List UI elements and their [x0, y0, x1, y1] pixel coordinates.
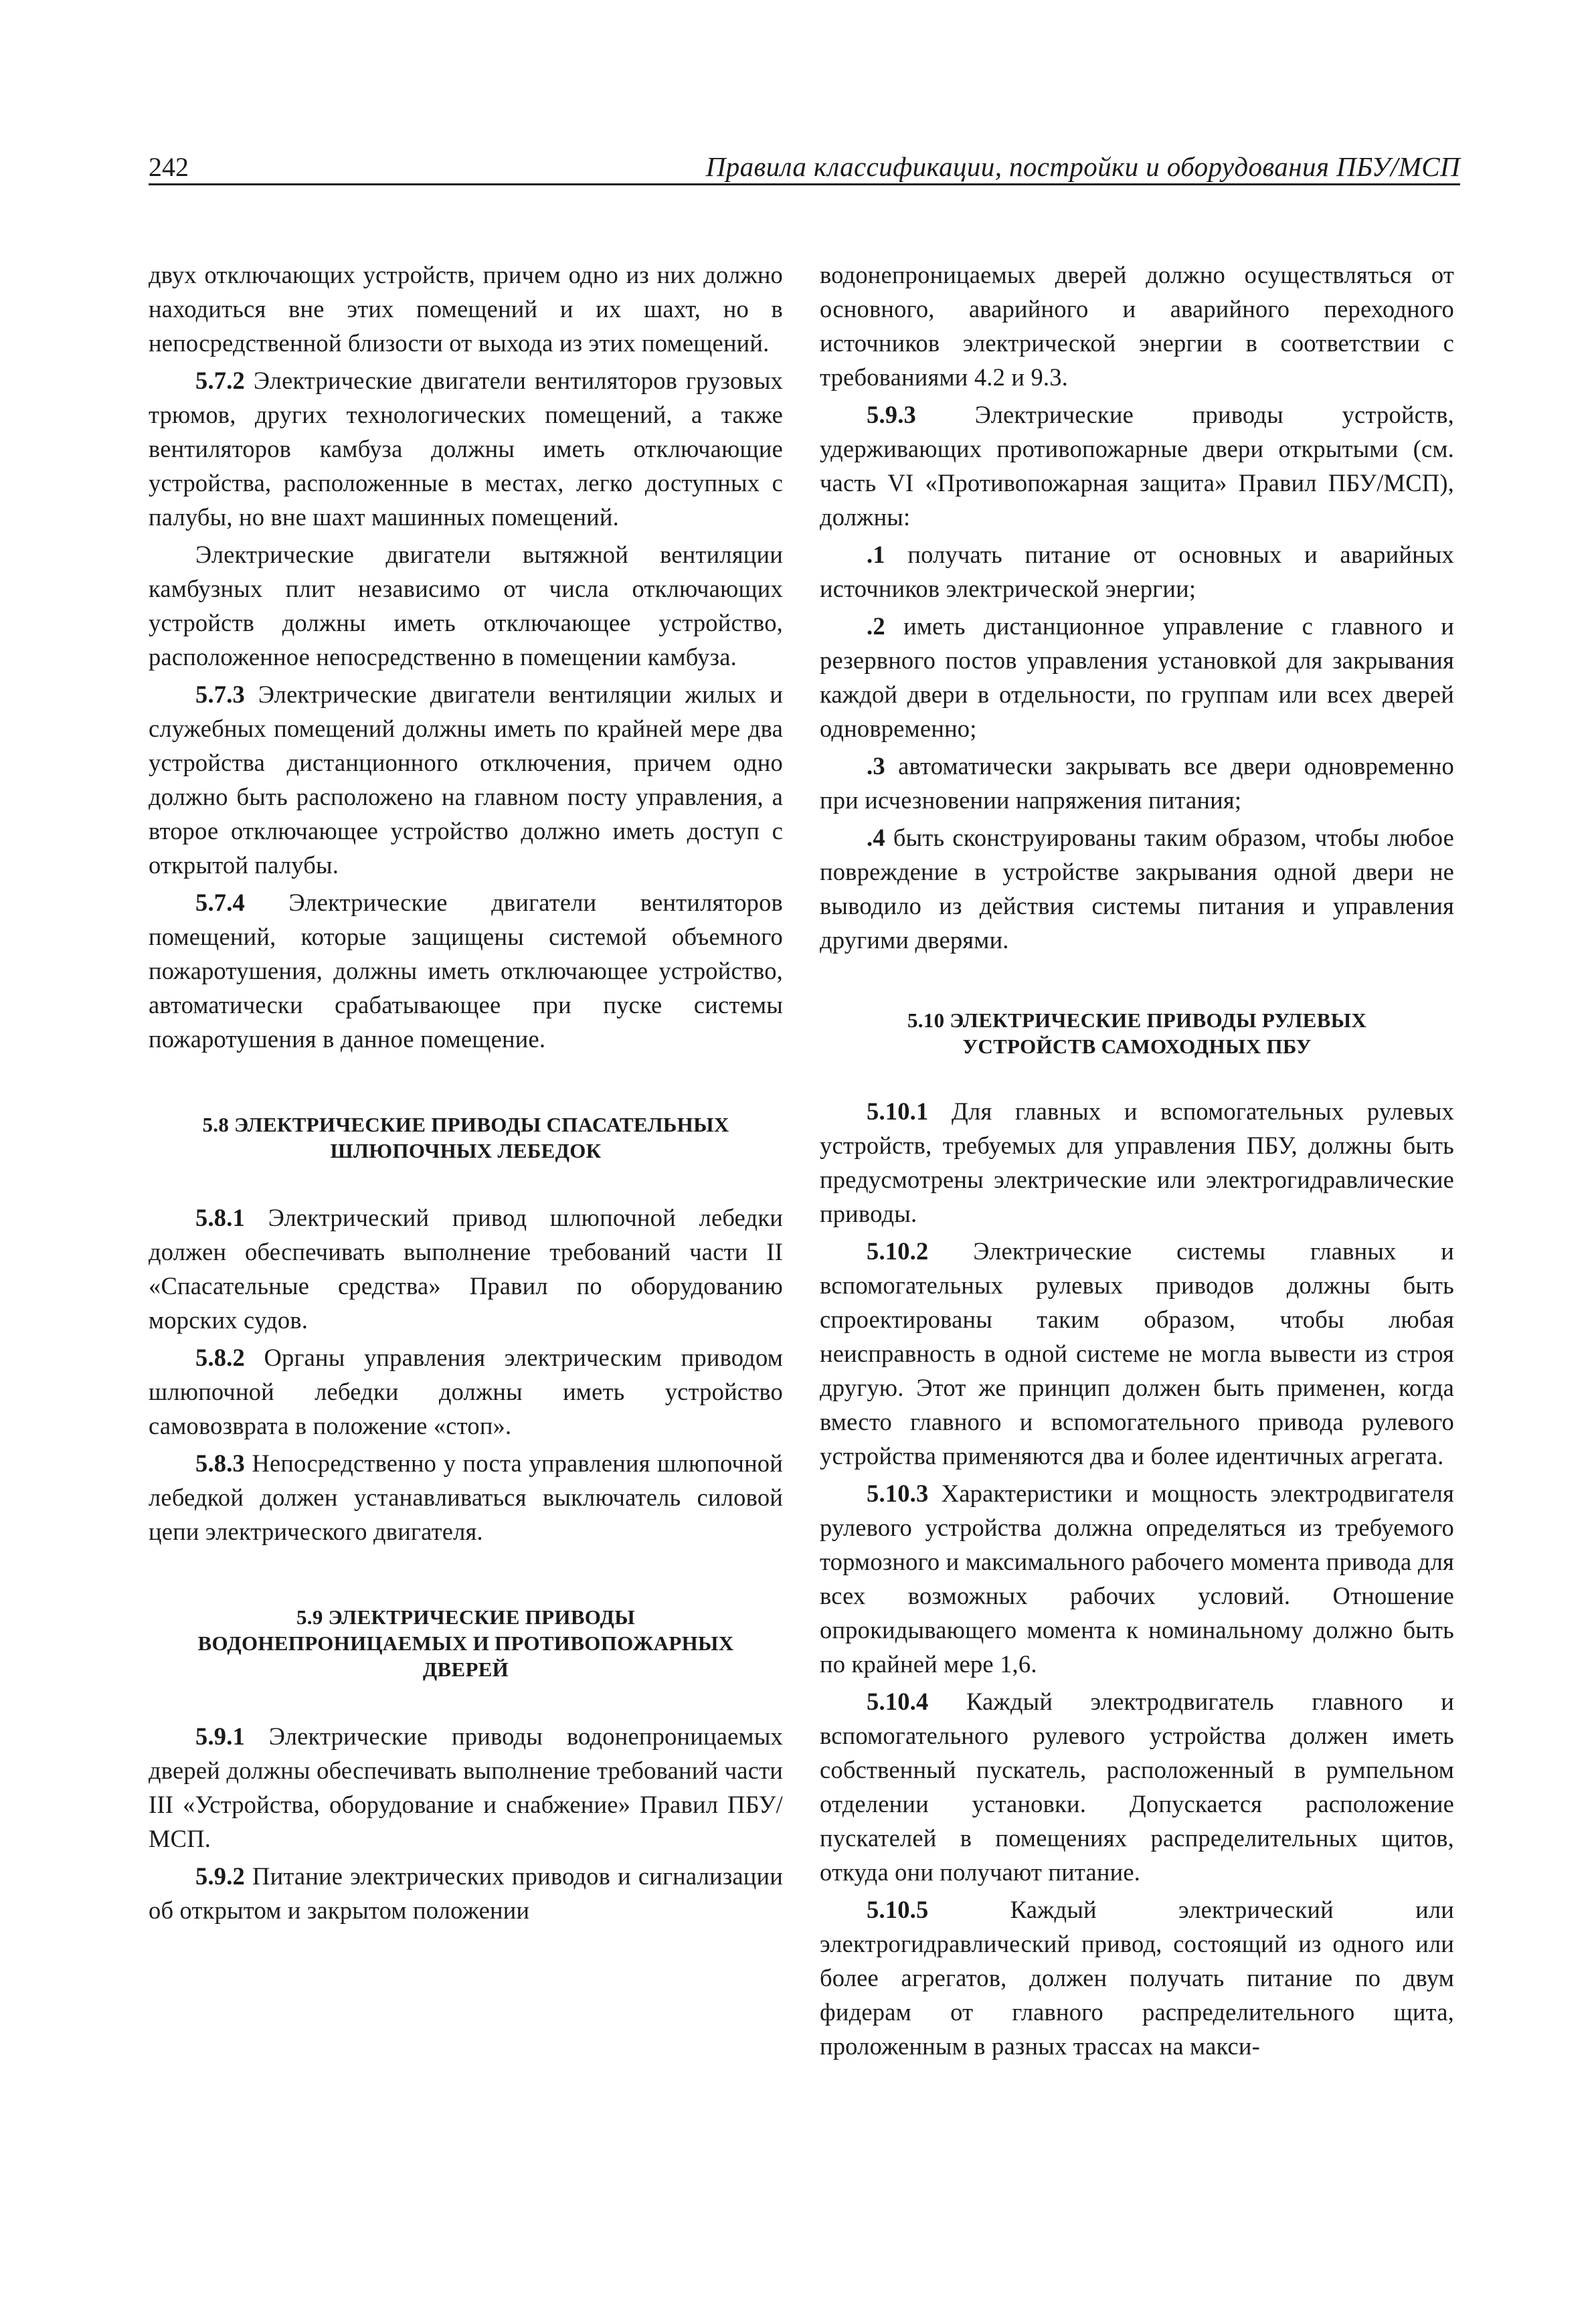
item-number: .3: [867, 752, 885, 780]
heading-line: УСТРОЙСТВ САМОХОДНЫХ ПБУ: [962, 1035, 1312, 1058]
paragraph-5-9-3: [820, 397, 1454, 534]
section-heading-5-9: [149, 1604, 783, 1682]
paragraph-5-8-3: [149, 1446, 783, 1549]
page-number: 242: [149, 152, 189, 182]
clause-text: Каждый электрический или электрогидравлический привод, состоящий из одного или более агрегатов, должен получать питание по двум фидерам от главного распределительного щита, проложенным в разных трассах на макси-: [820, 1896, 1454, 2060]
heading-line: 5.8 ЭЛЕКТРИЧЕСКИЕ ПРИВОДЫ СПАСАТЕЛЬНЫХ: [202, 1113, 729, 1136]
paragraph-5-10-2: [820, 1234, 1454, 1473]
paragraph-5-7-2-b: Электрические двигатели вытяжной вентиляции камбузных плит независимо от числа отключающих устройств должны иметь отключающее устройство, расположенное непосредственно в помещении камбуза.: [149, 541, 783, 671]
clause-number: 5.9.3: [867, 401, 916, 428]
list-item-3: [820, 749, 1454, 817]
clause-number: 5.7.2: [195, 367, 245, 394]
clause-text: Органы управления электрическим приводом шлюпочной лебедки должны иметь устройство самовозврата в положение «стоп».: [149, 1344, 783, 1439]
paragraph-5-9-2: [149, 1859, 783, 1927]
paragraph-5-8-2: [149, 1340, 783, 1443]
heading-line: ВОДОНЕПРОНИЦАЕМЫХ И ПРОТИВОПОЖАРНЫХ: [197, 1631, 734, 1655]
paragraph-continuation: водонепроницаемых дверей должно осуществляться от основного, аварийного и аварийного переходного источников электрической энергии в соответствии с требованиями 4.2 и 9.3.: [820, 261, 1454, 391]
clause-number: 5.8.2: [195, 1344, 245, 1371]
paragraph-5-7-3: [149, 677, 783, 882]
paragraph-5-10-5: [820, 1892, 1454, 2063]
clause-text: Для главных и вспомогательных рулевых устройств, требуемых для управления ПБУ, должны быть предусмотрены электрические или электрогидравлические приводы.: [820, 1097, 1454, 1227]
clause-number: 5.10.3: [867, 1480, 929, 1507]
clause-text: Электрические системы главных и вспомогательных рулевых приводов должны быть спроектированы таким образом, чтобы любая неисправность в одной системе не могла вывести из строя другую. Этот же принцип должен быть применен, когда вместо главного и вспомогательного привода рулевого устройства применяются два и более идентичных агрегата.: [820, 1237, 1454, 1470]
clause-text: Характеристики и мощность электродвигателя рулевого устройства должна определяться из требуемого тормозного и максимального рабочего момента привода для всех возможных рабочих условий. Отношение опрокидывающего момента к номинальному должно быть по крайней мере 1,6.: [820, 1480, 1454, 1678]
clause-text: Электрические двигатели вентиляторов помещений, которые защищены системой объемного пожаротушения, должны иметь отключающее устройство, автоматически срабатывающее при пуске системы пожаротушения в данное помещение.: [149, 889, 783, 1053]
page-header: [149, 143, 1460, 185]
item-text: получать питание от основных и аварийных источников электрической энергии;: [820, 541, 1454, 602]
clause-number: 5.9.2: [195, 1862, 245, 1890]
item-text: иметь дистанционное управление с главного и резервного постов управления установкой для закрывания каждой двери в отдельности, по группам или всех дверей одновременно;: [820, 612, 1454, 742]
paragraph-5-9-1: [149, 1719, 783, 1856]
paragraph-5-7-4: [149, 885, 783, 1056]
clause-number: 5.10.1: [867, 1097, 929, 1125]
item-number: .4: [867, 824, 885, 851]
clause-text: Каждый электродвигатель главного и вспомогательного рулевого устройства должен иметь собственный пускатель, расположенный в румпельном отделении установки. Допускается расположение пускателей в помещениях распределительных щитов, откуда они получают питание.: [820, 1688, 1454, 1886]
clause-text: Электрические двигатели вентиляторов грузовых трюмов, других технологических помещений, а также вентиляторов камбуза должны иметь отключающие устройства, расположенные в местах, легко доступных с палубы, но вне шахт машинных помещений.: [149, 367, 783, 531]
paragraph-5-7-2: [149, 363, 783, 534]
right-column: [820, 258, 1454, 2066]
paragraph-5-10-3: [820, 1476, 1454, 1681]
heading-line: ШЛЮПОЧНЫХ ЛЕБЕДОК: [330, 1139, 602, 1162]
list-item-2: [820, 609, 1454, 745]
clause-number: 5.9.1: [195, 1722, 245, 1750]
clause-text: Электрические двигатели вентиляции жилых и служебных помещений должны иметь по крайней мере два устройства дистанционного отключения, причем одно должно быть расположено на главном посту управления, а второе отключающее устройство должно иметь доступ с открытой палубы.: [149, 681, 783, 879]
paragraph-5-10-1: [820, 1094, 1454, 1231]
paragraph-5-10-4: [820, 1684, 1454, 1889]
paragraph-continuation: двух отключающих устройств, причем одно из них должно находиться вне этих помещений и их шахт, но в непосредственной близости от выхода из этих помещений.: [149, 261, 783, 357]
item-number: .2: [867, 612, 885, 640]
clause-number: 5.8.3: [195, 1449, 245, 1477]
item-text: быть сконструированы таким образом, чтобы любое повреждение в устройстве закрывания одной двери не выводило из действия системы питания и управления другими дверями.: [820, 824, 1454, 954]
clause-number: 5.10.5: [867, 1896, 929, 1923]
clause-number: 5.8.1: [195, 1204, 245, 1231]
list-item-1: [820, 537, 1454, 606]
item-text: автоматически закрывать все двери одновременно при исчезновении напряжения питания;: [820, 752, 1454, 814]
clause-text: Электрический привод шлюпочной лебедки должен обеспечивать выполнение требований части II «Спасательные средства» Правил по оборудованию морских судов.: [149, 1204, 783, 1334]
heading-line: 5.10 ЭЛЕКТРИЧЕСКИЕ ПРИВОДЫ РУЛЕВЫХ: [907, 1008, 1367, 1032]
section-heading-5-10: [820, 1007, 1454, 1059]
clause-number: 5.7.4: [195, 889, 245, 916]
clause-number: 5.10.4: [867, 1688, 929, 1715]
heading-line: 5.9 ЭЛЕКТРИЧЕСКИЕ ПРИВОДЫ: [296, 1605, 636, 1629]
section-heading-5-8: [149, 1112, 783, 1164]
clause-text: Питание электрических приводов и сигнализации об открытом и закрытом положении: [149, 1862, 783, 1924]
paragraph-5-8-1: [149, 1201, 783, 1337]
clause-number: 5.10.2: [867, 1237, 929, 1265]
clause-number: 5.7.3: [195, 681, 245, 708]
item-number: .1: [867, 541, 885, 568]
left-column: [149, 258, 783, 1931]
list-item-4: [820, 820, 1454, 957]
running-title: Правила классификации, постройки и оборудования ПБУ/МСП: [705, 151, 1460, 182]
clause-text: Электрические приводы устройств, удерживающих противопожарные двери открытыми (см. часть VI «Противопожарная защита» Правил ПБУ/МСП), должны:: [820, 401, 1454, 531]
clause-text: Непосредственно у поста управления шлюпочной лебедкой должен устанавливаться выключатель силовой цепи электрического двигателя.: [149, 1449, 783, 1545]
clause-text: Электрические приводы водонепроницаемых дверей должны обеспечивать выполнение требований части III «Устройства, оборудование и снабжение» Правил ПБУ/МСП.: [149, 1722, 783, 1852]
heading-line: ДВЕРЕЙ: [422, 1658, 509, 1681]
